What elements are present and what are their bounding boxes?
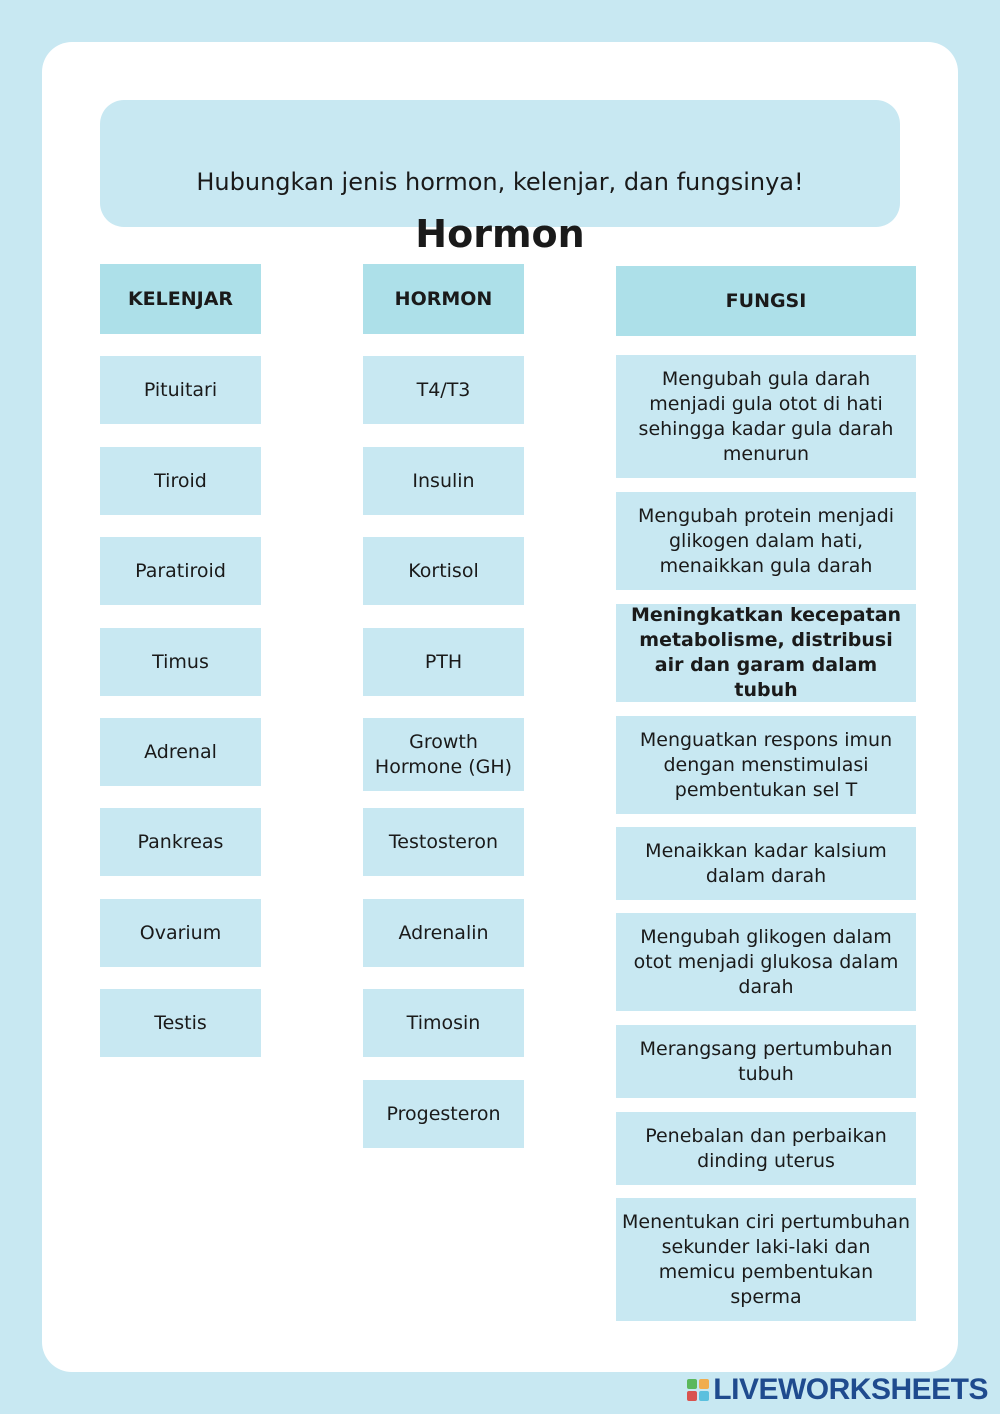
hormon-item[interactable]: Adrenalin xyxy=(363,899,524,967)
kelenjar-item[interactable]: Pituitari xyxy=(100,356,261,424)
liveworksheets-logo[interactable] xyxy=(687,1374,988,1406)
kelenjar-item[interactable]: Testis xyxy=(100,989,261,1057)
hormon-item[interactable]: T4/T3 xyxy=(363,356,524,424)
fungsi-item[interactable]: Mengubah glikogen dalam otot menjadi glukosa dalam darah xyxy=(616,913,916,1011)
liveworksheets-logo-icon xyxy=(687,1379,709,1401)
logo-square-icon xyxy=(687,1379,697,1389)
fungsi-item[interactable]: Merangsang pertumbuhan tubuh xyxy=(616,1025,916,1098)
fungsi-item[interactable]: Mengubah protein menjadi glikogen dalam hati, menaikkan gula darah xyxy=(616,492,916,590)
brand-name: LIVEWORKSHEETS xyxy=(713,1373,988,1406)
kelenjar-item[interactable]: Timus xyxy=(100,628,261,696)
page-title: Hormon xyxy=(415,212,585,256)
logo-square-icon xyxy=(687,1391,697,1401)
hormon-item[interactable]: Growth Hormone (GH) xyxy=(363,718,524,791)
header-kelenjar: KELENJAR xyxy=(100,264,261,334)
kelenjar-item[interactable]: Paratiroid xyxy=(100,537,261,605)
hormon-item[interactable]: Progesteron xyxy=(363,1080,524,1148)
page-subtitle: Hubungkan jenis hormon, kelenjar, dan fungsinya! xyxy=(196,168,804,196)
fungsi-item[interactable]: Penebalan dan perbaikan dinding uterus xyxy=(616,1112,916,1185)
hormon-item[interactable]: Timosin xyxy=(363,989,524,1057)
fungsi-item[interactable]: Mengubah gula darah menjadi gula otot di hati sehingga kadar gula darah menurun xyxy=(616,355,916,478)
header-hormon: HORMON xyxy=(363,264,524,334)
hormon-item[interactable]: Kortisol xyxy=(363,537,524,605)
hormon-item[interactable]: Insulin xyxy=(363,447,524,515)
fungsi-item[interactable]: Menguatkan respons imun dengan menstimulasi pembentukan sel T xyxy=(616,716,916,814)
hormon-item[interactable]: PTH xyxy=(363,628,524,696)
fungsi-item[interactable]: Menentukan ciri pertumbuhan sekunder laki-laki dan memicu pembentukan sperma xyxy=(616,1198,916,1321)
kelenjar-item[interactable]: Ovarium xyxy=(100,899,261,967)
logo-square-icon xyxy=(699,1379,709,1389)
header-fungsi: FUNGSI xyxy=(616,266,916,336)
kelenjar-item[interactable]: Pankreas xyxy=(100,808,261,876)
kelenjar-item[interactable]: Adrenal xyxy=(100,718,261,786)
logo-square-icon xyxy=(699,1391,709,1401)
fungsi-item[interactable]: Menaikkan kadar kalsium dalam darah xyxy=(616,827,916,900)
hormon-item[interactable]: Testosteron xyxy=(363,808,524,876)
header-box xyxy=(100,100,900,256)
fungsi-item[interactable]: Meningkatkan kecepatan metabolisme, distribusi air dan garam dalam tubuh xyxy=(616,604,916,702)
kelenjar-item[interactable]: Tiroid xyxy=(100,447,261,515)
